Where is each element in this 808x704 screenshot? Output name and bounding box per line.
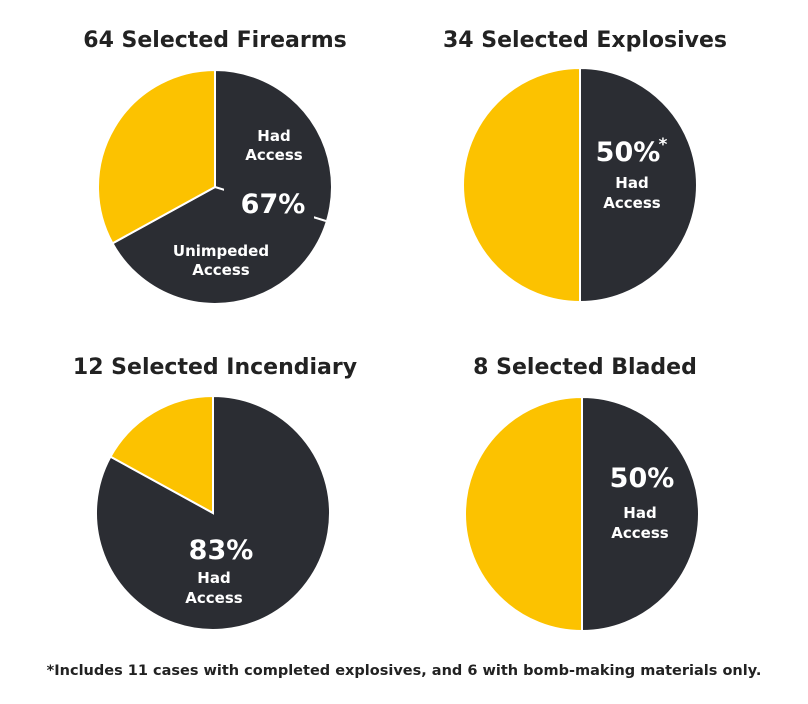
- pie-chart: [0, 340, 430, 650]
- footnote: *Includes 11 cases with completed explosives, and 6 with bomb-making materials only.: [46, 663, 762, 679]
- pie-slices: [463, 68, 697, 302]
- label-percent: 50%: [595, 137, 661, 168]
- pie-chart: [370, 0, 800, 330]
- pie-chart: [0, 0, 430, 330]
- chart-title: 64 Selected Firearms: [83, 28, 347, 53]
- label-unimpeded: Unimpeded: [172, 242, 270, 260]
- label-had: Had: [615, 174, 649, 192]
- label-percent: 67%: [240, 189, 306, 220]
- label-access-2: Access: [192, 261, 250, 279]
- chart-firearms: [0, 0, 430, 330]
- slice-other: [465, 397, 582, 631]
- label-asterisk: *: [658, 135, 668, 155]
- label-percent: 83%: [188, 535, 254, 566]
- label-access: Access: [603, 194, 661, 212]
- pie-chart: [370, 340, 800, 650]
- chart-title: 12 Selected Incendiary: [72, 355, 358, 380]
- label-had: Had: [257, 127, 291, 145]
- label-access: Access: [185, 589, 243, 607]
- label-percent: 50%: [609, 463, 675, 494]
- slice-other: [463, 68, 580, 302]
- label-access: Access: [611, 524, 669, 542]
- pie-slices: [465, 397, 699, 631]
- chart-title: 8 Selected Bladed: [473, 355, 697, 380]
- chart-explosives: [370, 0, 800, 330]
- label-had: Had: [623, 504, 657, 522]
- label-had: Had: [197, 569, 231, 587]
- chart-bladed: [370, 340, 800, 650]
- chart-incendiary: [0, 340, 430, 650]
- chart-title: 34 Selected Explosives: [442, 28, 727, 53]
- label-access: Access: [245, 146, 303, 164]
